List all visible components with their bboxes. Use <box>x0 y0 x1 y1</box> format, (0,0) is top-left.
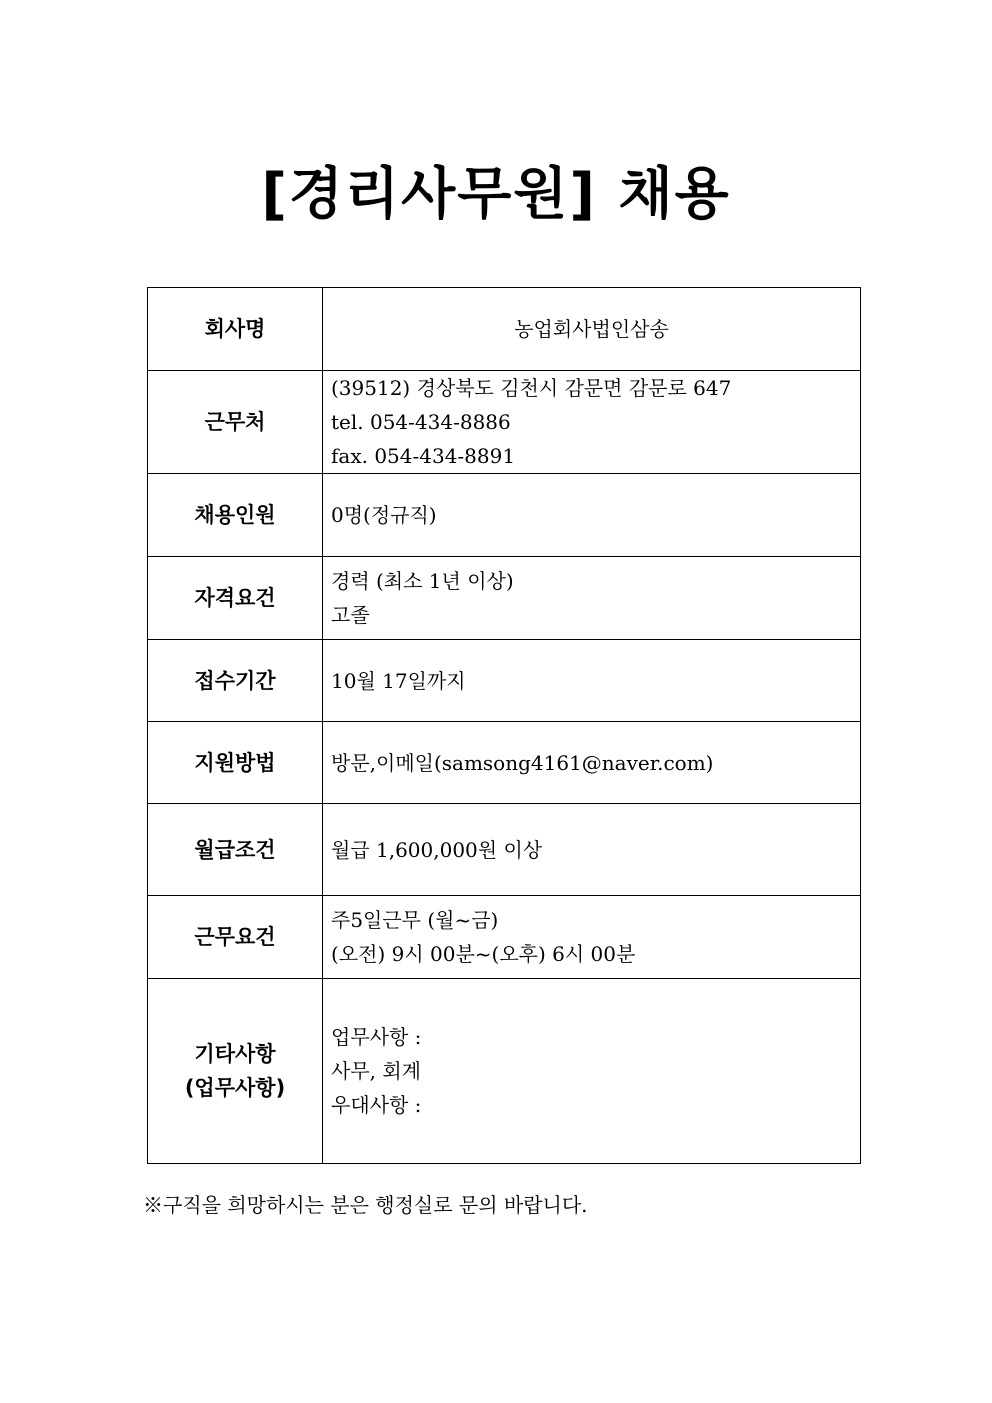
row-qualification <box>148 557 861 640</box>
row-method <box>148 722 861 804</box>
etc-label-line: 기타사항 <box>194 1042 276 1066</box>
value-method: 방문,이메일(samsong4161@naver.com) <box>323 722 861 804</box>
job-posting-table <box>147 287 861 1164</box>
value-workplace <box>323 371 861 474</box>
value-qualification <box>323 557 861 640</box>
value-company: 농업회사법인삼송 <box>323 288 861 371</box>
label-period: 접수기간 <box>148 640 323 722</box>
row-headcount <box>148 474 861 557</box>
footnote: ※구직을 희망하시는 분은 행정실로 문의 바랍니다. <box>143 1193 588 1217</box>
label-method: 지원방법 <box>148 722 323 804</box>
row-conditions <box>148 896 861 979</box>
value-headcount: 0명(정규직) <box>323 474 861 557</box>
page-title: [경리사무원] 채용 <box>261 162 731 227</box>
label-qualification: 자격요건 <box>148 557 323 640</box>
label-salary: 월급조건 <box>148 804 323 896</box>
conditions-line: 주5일근무 (월~금) <box>331 908 499 932</box>
workplace-fax: fax. 054-434-8891 <box>331 444 516 468</box>
row-workplace <box>148 371 861 474</box>
label-conditions: 근무요건 <box>148 896 323 979</box>
workplace-address: (39512) 경상북도 김천시 감문면 감문로 647 <box>331 376 732 400</box>
label-etc <box>148 979 323 1164</box>
etc-line: 우대사항 : <box>331 1093 422 1117</box>
value-conditions <box>323 896 861 979</box>
row-salary <box>148 804 861 896</box>
row-etc <box>148 979 861 1164</box>
qualification-line: 경력 (최소 1년 이상) <box>331 569 514 593</box>
qualification-line: 고졸 <box>331 603 370 627</box>
row-company <box>148 288 861 371</box>
label-workplace: 근무처 <box>148 371 323 474</box>
value-period: 10월 17일까지 <box>323 640 861 722</box>
etc-line: 업무사항 : <box>331 1025 422 1049</box>
etc-line: 사무, 회계 <box>331 1059 421 1083</box>
workplace-tel: tel. 054-434-8886 <box>331 410 511 434</box>
value-salary: 월급 1,600,000원 이상 <box>323 804 861 896</box>
label-company: 회사명 <box>148 288 323 371</box>
label-headcount: 채용인원 <box>148 474 323 557</box>
etc-label-line: (업무사항) <box>184 1076 286 1100</box>
row-period <box>148 640 861 722</box>
conditions-line: (오전) 9시 00분~(오후) 6시 00분 <box>331 942 636 966</box>
value-etc <box>323 979 861 1164</box>
